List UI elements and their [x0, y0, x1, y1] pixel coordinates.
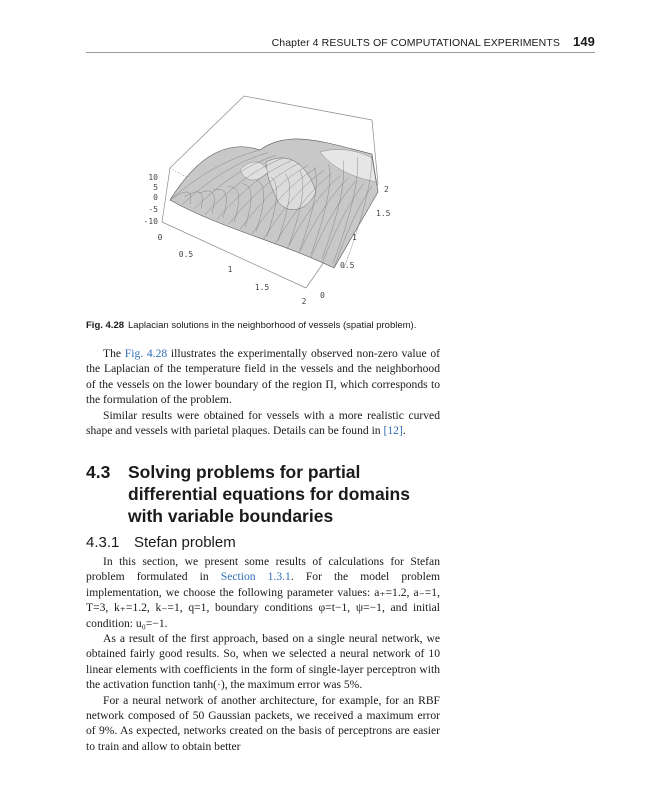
tick-label: 5 [153, 183, 158, 192]
tick-label: -5 [148, 205, 158, 214]
paragraph-group-1 [86, 346, 440, 438]
tick-label: 0 [157, 233, 163, 242]
tick-label: 0 [153, 193, 158, 202]
section-heading [86, 461, 446, 527]
z-axis-ticks [144, 173, 159, 226]
figure-caption-text: Laplacian solutions in the neighborhood of vessels (spatial problem). [128, 320, 417, 331]
running-header [86, 34, 595, 53]
tick-label: 1 [352, 233, 357, 242]
subsection-number: 4.3.1 [86, 534, 120, 551]
section-number: 4.3 [86, 462, 111, 482]
subsection-heading [86, 534, 236, 551]
tick-label: 0.5 [340, 261, 355, 270]
section-link[interactable]: Section 1.3.1 [220, 570, 291, 584]
tick-label: 1 [227, 265, 233, 274]
paragraph: In this section, we present some results of calculations for Stefan problem formulated in Section 1.3.1. For the model problem implementation, we choose the following parameter values: a₊=1.2, a₋=1, T=3, k₊=1.2, k₋=1, q=1, boundary conditions φ=t−1, ψ=−1, and initial condition: u₀=−1. [86, 555, 440, 630]
surface-plot [140, 92, 400, 312]
surface-plot-figure [140, 92, 400, 312]
figure-label: Fig. 4.28 [86, 320, 125, 331]
page-number: 149 [573, 34, 595, 49]
figure-link[interactable]: Fig. 4.28 [124, 347, 168, 360]
paragraph: As a result of the first approach, based on a single neural network, we obtained fairly good results. So, when we selected a neural network of 10 linear elements with coefficients in the form of single-layer perceptron with the activation function tanh(·), the maximum error was 5%. [86, 632, 440, 692]
paragraph-group-2 [86, 554, 440, 754]
paragraph: Similar results were obtained for vessels with a more realistic curved shape and vessels with parietal plaques. Details can be found in [12]. [86, 408, 440, 438]
tick-label: 2 [301, 297, 307, 306]
running-title: Chapter 4 RESULTS OF COMPUTATIONAL EXPERIMENTS [271, 37, 560, 49]
tick-label: 1.5 [254, 283, 270, 292]
paragraph: For a neural network of another architecture, for example, for an RBF network composed of 50 Gaussian packets, we received a maximum error of 9%. As expected, networks created on the basis of perceptrons are easier to train and allow to obtain better [86, 693, 440, 753]
tick-label: 0 [320, 291, 325, 300]
subsection-title: Stefan problem [134, 534, 236, 551]
tick-label: 2 [384, 185, 389, 194]
tick-label: 0.5 [178, 250, 194, 259]
section-title: Solving problems for partial differential equations for domains with variable boundaries [128, 462, 410, 526]
tick-label: -10 [143, 217, 158, 226]
tick-label: 1.5 [376, 209, 391, 218]
citation-link[interactable]: [12] [383, 424, 403, 438]
figure-caption [86, 320, 446, 331]
tick-label: 10 [148, 173, 158, 182]
paragraph: The Fig. 4.28 illustrates the experimentally observed non-zero value of the Laplacian of the temperature field in the vessels and the neighborhood of the vessels on the lower boundary of the region Π, which corresponds to the formulation of the problem. [86, 347, 440, 407]
